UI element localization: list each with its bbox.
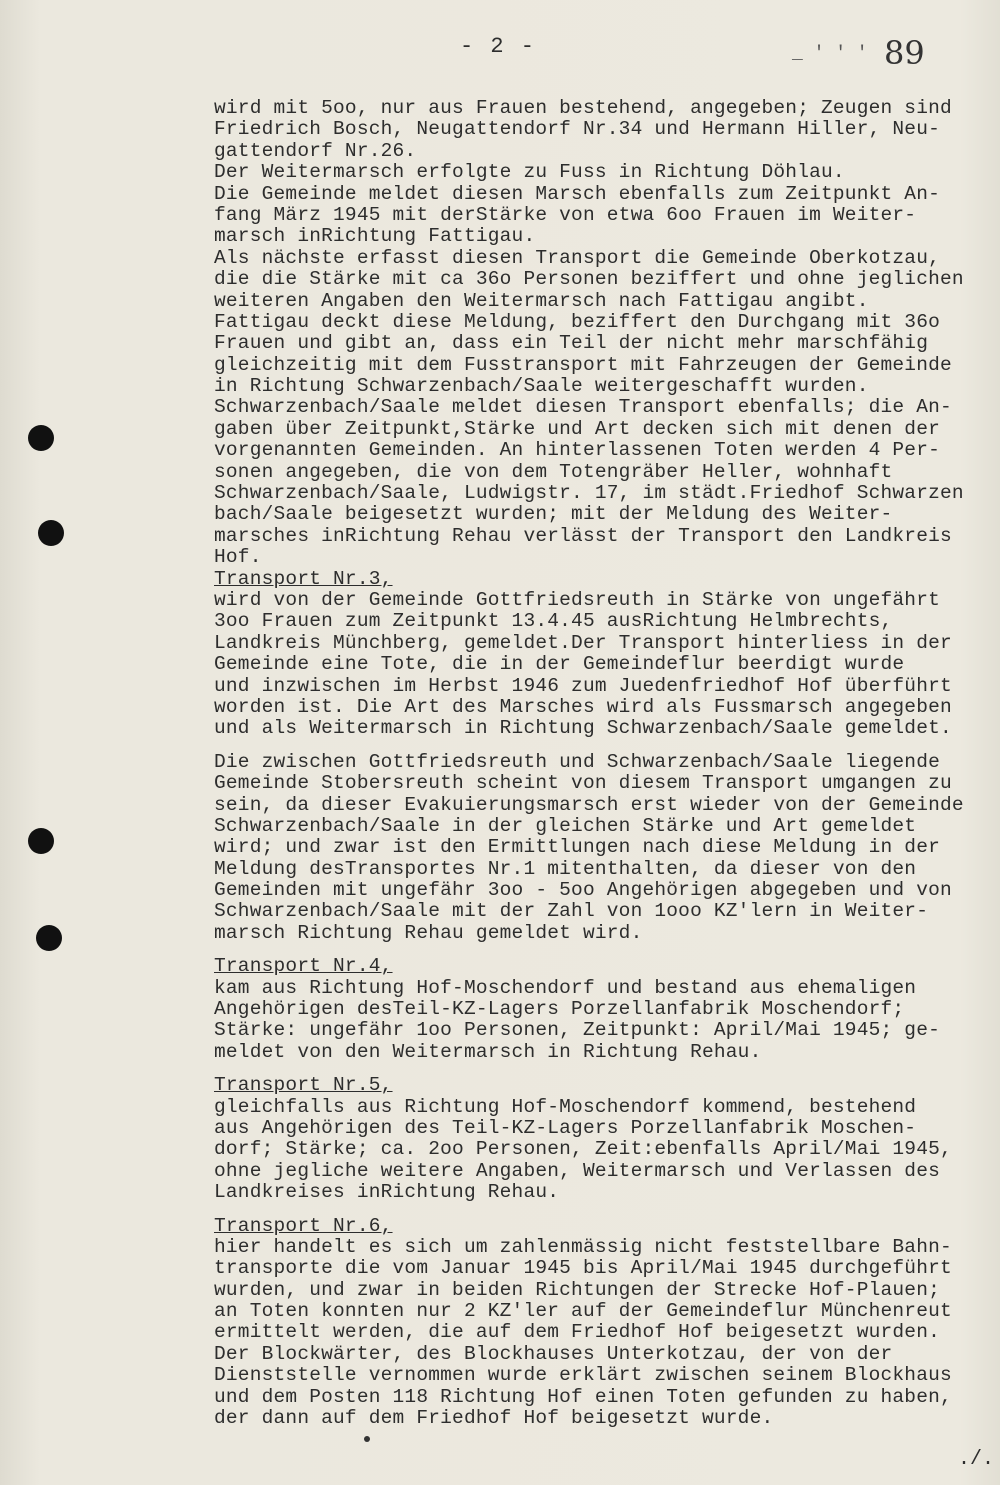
- text-line: Fattigau deckt diese Meldung, beziffert den Durchgang mit 36o: [214, 310, 941, 333]
- text-line: Dienststelle vernommen wurde erklärt zwischen seinem Blockhaus: [214, 1364, 952, 1387]
- text-line: Landkreises inRichtung Rehau.: [214, 1181, 560, 1204]
- text-line: marsch inRichtung Fattigau.: [214, 225, 536, 248]
- text-line: 3oo Frauen zum Zeitpunkt 13.4.45 ausRichtung Helmbrechts,: [214, 610, 893, 633]
- text-line: Frauen und gibt an, dass ein Teil der nicht mehr marschfähig: [214, 332, 929, 355]
- text-line: gleichzeitig mit dem Fusstransport mit Fahrzeugen der Gemeinde: [214, 353, 952, 376]
- text-line: wird von der Gemeinde Gottfriedsreuth in Stärke von ungefährt: [214, 588, 941, 611]
- text-line: meldet von den Weitermarsch in Richtung Rehau.: [214, 1040, 762, 1063]
- text-line: sonen angegeben, die von dem Totengräber Heller, wohnhaft: [214, 460, 893, 483]
- paragraph-gap: [214, 740, 1000, 752]
- text-line: und inzwischen im Herbst 1946 zum Juedenfriedhof Hof überführt: [214, 674, 952, 697]
- text-line: Schwarzenbach/Saale mit der Zahl von 1ooo KZ'lern in Weiter-: [214, 900, 929, 923]
- text-line: marsches inRichtung Rehau verlässt der Transport den Landkreis: [214, 524, 952, 547]
- text-line: Angehörigen desTeil-KZ-Lagers Porzellanfabrik Moschendorf;: [214, 998, 905, 1021]
- page-number: - 2 -: [460, 34, 537, 59]
- text-line: Der Weitermarsch erfolgte zu Fuss in Richtung Döhlau.: [214, 161, 845, 184]
- text-line: an Toten konnten nur 2 KZ'ler auf der Gemeindeflur Münchenreut: [214, 1300, 952, 1323]
- text-line: die die Stärke mit ca 36o Personen beziffert und ohne jeglichen: [214, 268, 964, 291]
- text-line: kam aus Richtung Hof-Moschendorf und bestand aus ehemaligen: [214, 976, 917, 999]
- text-line: worden ist. Die Art des Marsches wird als Fussmarsch angegeben: [214, 695, 952, 718]
- text-line: Schwarzenbach/Saale, Ludwigstr. 17, im städt.Friedhof Schwarzen: [214, 482, 964, 505]
- text-line: und als Weitermarsch in Richtung Schwarzenbach/Saale gemeldet.: [214, 717, 952, 740]
- ink-dot: [364, 1436, 370, 1442]
- text-line: der dann auf dem Friedhof Hof beigesetzt wurde.: [214, 1407, 774, 1430]
- punch-hole: [28, 425, 54, 451]
- text-line: fang März 1945 mit derStärke von etwa 6oo Frauen im Weiter-: [214, 203, 917, 226]
- text-line: in Richtung Schwarzenbach/Saale weitergeschafft wurden.: [214, 375, 869, 398]
- text-line: Schwarzenbach/Saale in der gleichen Stärke und Art gemeldet: [214, 814, 917, 837]
- section-heading: Transport Nr.4,: [214, 955, 393, 978]
- text-line: Gemeinde Stobersreuth scheint von diesem Transport umgangen zu: [214, 772, 952, 795]
- text-line: Die Gemeinde meldet diesen Marsch ebenfalls zum Zeitpunkt An-: [214, 182, 941, 205]
- text-line: gattendorf Nr.26.: [214, 139, 417, 162]
- section-heading: Transport Nr.6,: [214, 1214, 393, 1237]
- text-line: gleichfalls aus Richtung Hof-Moschendorf kommend, bestehend: [214, 1095, 917, 1118]
- text-line: gaben über Zeitpunkt,Stärke und Art decken sich mit denen der: [214, 417, 941, 440]
- text-line: wird mit 5oo, nur aus Frauen bestehend, angegeben; Zeugen sind: [214, 97, 952, 119]
- text-line: Als nächste erfasst diesen Transport die Gemeinde Oberkotzau,: [214, 246, 941, 269]
- continuation-mark: ./.: [958, 1448, 995, 1471]
- text-line: wird; und zwar ist den Ermittlungen nach diese Meldung in der: [214, 836, 941, 859]
- paragraph-gap: [214, 1204, 1000, 1216]
- text-line: hier handelt es sich um zahlenmässig nicht feststellbare Bahn-: [214, 1235, 952, 1258]
- text-line: bach/Saale beigesetzt wurden; mit der Meldung des Weiter-: [214, 503, 893, 526]
- text-line: Friedrich Bosch, Neugattendorf Nr.34 und Hermann Hiller, Neu-: [214, 118, 941, 141]
- text-line: wurden, und zwar in beiden Richtungen der Strecke Hof-Plauen;: [214, 1278, 941, 1301]
- text-line: aus Angehörigen des Teil-KZ-Lagers Porzellanfabrik Moschen-: [214, 1116, 917, 1139]
- text-line: Stärke: ungefähr 1oo Personen, Zeitpunkt: April/Mai 1945; ge-: [214, 1019, 941, 1042]
- text-line: vorgenannten Gemeinden. An hinterlassenen Toten werden 4 Per-: [214, 439, 941, 462]
- text-line: weiteren Angaben den Weitermarsch nach Fattigau angibt.: [214, 289, 869, 312]
- text-line: Schwarzenbach/Saale meldet diesen Transport ebenfalls; die An-: [214, 396, 952, 419]
- text-line: Gemeinden mit ungefähr 3oo - 5oo Angehörigen abgegeben und von: [214, 879, 952, 902]
- text-line: marsch Richtung Rehau gemeldet wird.: [214, 921, 643, 944]
- text-line: ohne jegliche weitere Angaben, Weitermarsch und Verlassen des: [214, 1159, 941, 1182]
- text-line: Landkreis Münchberg, gemeldet.Der Transport hinterliess in der: [214, 631, 952, 654]
- document-body: [214, 98, 1000, 1429]
- text-line: Der Blockwärter, des Blockhauses Unterkotzau, der von der: [214, 1342, 893, 1365]
- punch-hole: [28, 828, 54, 854]
- text-line: und dem Posten 118 Richtung Hof einen Toten gefunden zu haben,: [214, 1385, 952, 1408]
- text-line: Meldung desTransportes Nr.1 mitenthalten, da dieser von den: [214, 857, 917, 880]
- section-heading: Transport Nr.3,: [214, 567, 393, 590]
- text-line: ermittelt werden, die auf dem Friedhof Hof beigesetzt wurden.: [214, 1321, 941, 1344]
- punch-hole: [36, 925, 62, 951]
- text-line: Gemeinde eine Tote, die in der Gemeindeflur beerdigt wurde: [214, 653, 905, 676]
- folio-mark: _ ' ' ': [792, 44, 868, 64]
- text-line: Die zwischen Gottfriedsreuth und Schwarzenbach/Saale liegende: [214, 750, 941, 773]
- text-line: dorf; Stärke; ca. 2oo Personen, Zeit:ebenfalls April/Mai 1945,: [214, 1138, 952, 1161]
- text-line: sein, da dieser Evakuierungsmarsch erst wieder von der Gemeinde: [214, 793, 964, 816]
- section-heading: Transport Nr.5,: [214, 1074, 393, 1097]
- punch-hole: [38, 520, 64, 546]
- folio-number: 89: [884, 34, 925, 72]
- text-line: Hof.: [214, 546, 262, 569]
- text-line: transporte die vom Januar 1945 bis April/Mai 1945 durchgeführt: [214, 1257, 952, 1280]
